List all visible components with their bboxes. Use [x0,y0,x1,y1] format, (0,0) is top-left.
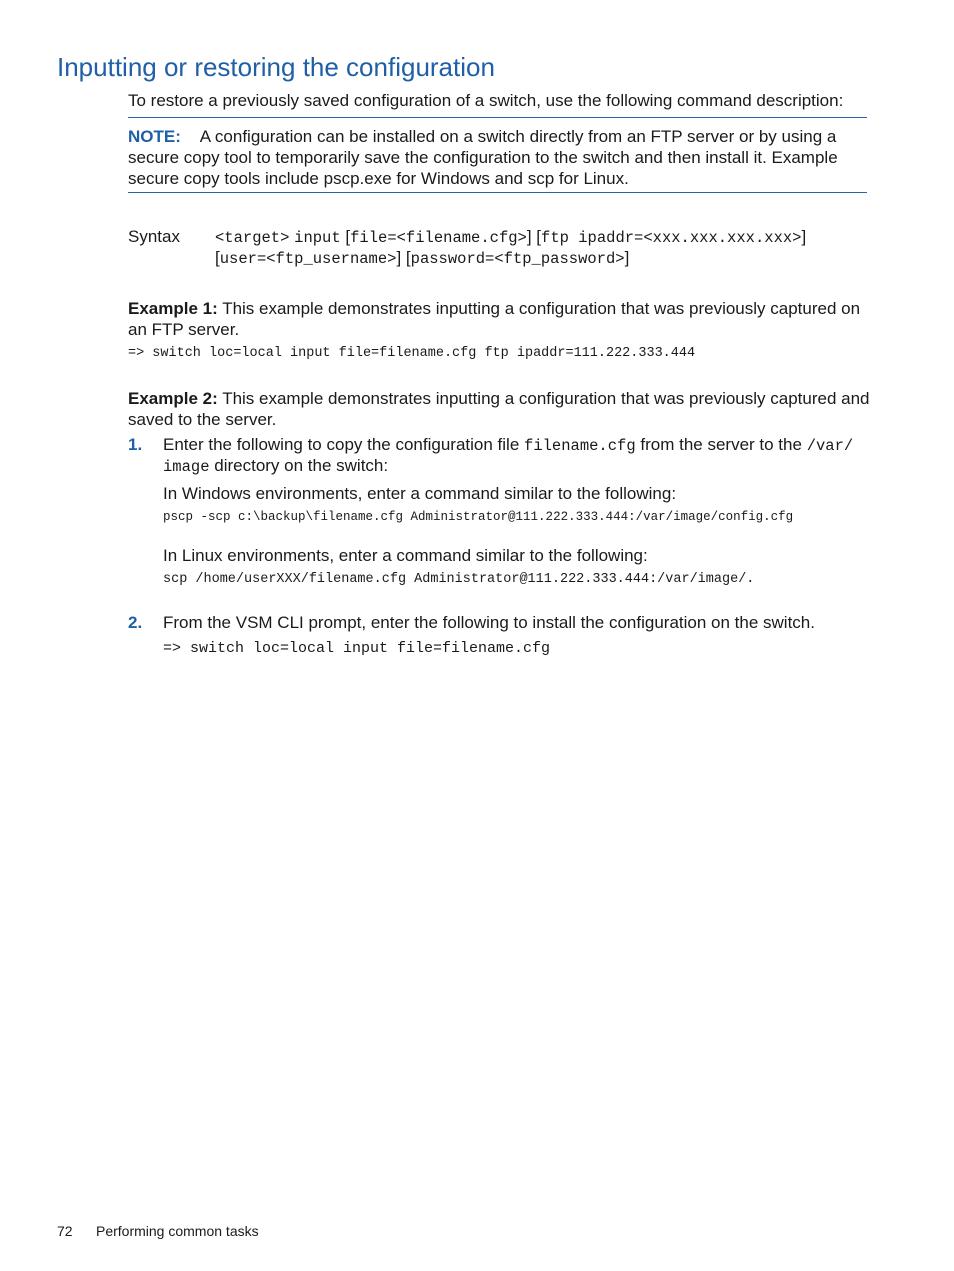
step-1-windows-text: In Windows environments, enter a command similar to the following: [163,484,677,503]
step-1-windows-command: pscp -scp c:\backup\filename.cfg Administrator@111.222.333.444:/var/image/config.cfg [163,510,794,524]
syntax-line-2: [user=<ftp_username>] [password=<ftp_password>] [215,248,630,268]
step-1-code-image: image [163,458,210,476]
step-2-number: 2. [128,613,143,632]
syntax-label: Syntax [128,227,180,246]
syntax-target: <target> [215,229,290,247]
note-text-1: A configuration can be installed on a switch directly from an FTP server or by using a [199,127,837,146]
footer-page-number: 72 [57,1223,73,1239]
note-line-1 [128,126,836,147]
page-title: Inputting or restoring the configuration [57,52,495,82]
step-1-code-var: /var/ [806,437,854,455]
step-1-linux-text: In Linux environments, enter a command similar to the following: [163,546,648,565]
intro-paragraph: To restore a previously saved configuration of a switch, use the following command description: [128,91,844,110]
example1-line-2: an FTP server. [128,320,240,339]
syntax-input: input [294,229,341,247]
note-line-3: secure copy tools include pscp.exe for Windows and scp for Linux. [128,169,629,188]
footer-section-title: Performing common tasks [96,1223,259,1239]
syntax-user: user=<ftp_username> [219,250,397,268]
example2-line-1 [128,388,870,409]
step-1-line-1 [163,434,853,457]
syntax-ftp: ftp ipaddr=<xxx.xxx.xxx.xxx> [541,229,802,247]
example1-label: Example 1: [128,299,218,318]
syntax-file: file=<filename.cfg> [350,229,527,247]
note-line-2: secure copy tool to temporarily save the configuration to the switch and then install it. Example [128,148,838,167]
step-2-text: From the VSM CLI prompt, enter the following to install the configuration on the switch. [163,613,815,632]
step-1-linux-command: scp /home/userXXX/filename.cfg Administrator@111.222.333.444:/var/image/. [163,572,755,587]
step-1-text-c: directory on the switch: [214,456,389,475]
note-label: NOTE: [128,127,181,146]
step-1-text-a: Enter the following to copy the configuration file [163,435,520,454]
step-1-code-filename: filename.cfg [524,437,636,455]
example1-line-1 [128,298,860,319]
example1-command: => switch loc=local input file=filename.cfg ftp ipaddr=111.222.333.444 [128,346,696,361]
example2-line-2: saved to the server. [128,410,277,429]
syntax-password: password=<ftp_password> [410,250,625,268]
step-1-line-2 [163,455,388,478]
step-2-command: => switch loc=local input file=filename.cfg [163,640,551,657]
example2-label: Example 2: [128,389,218,408]
step-1-text-b: from the server to the [640,435,802,454]
example1-text-1: This example demonstrates inputting a configuration that was previously captured on [222,299,861,318]
example2-text-1: This example demonstrates inputting a configuration that was previously captured and [222,389,870,408]
syntax-line-1: <target> input [file=<filename.cfg>] [ftp ipaddr=<xxx.xxx.xxx.xxx>] [215,227,807,247]
step-1-number: 1. [128,435,143,454]
